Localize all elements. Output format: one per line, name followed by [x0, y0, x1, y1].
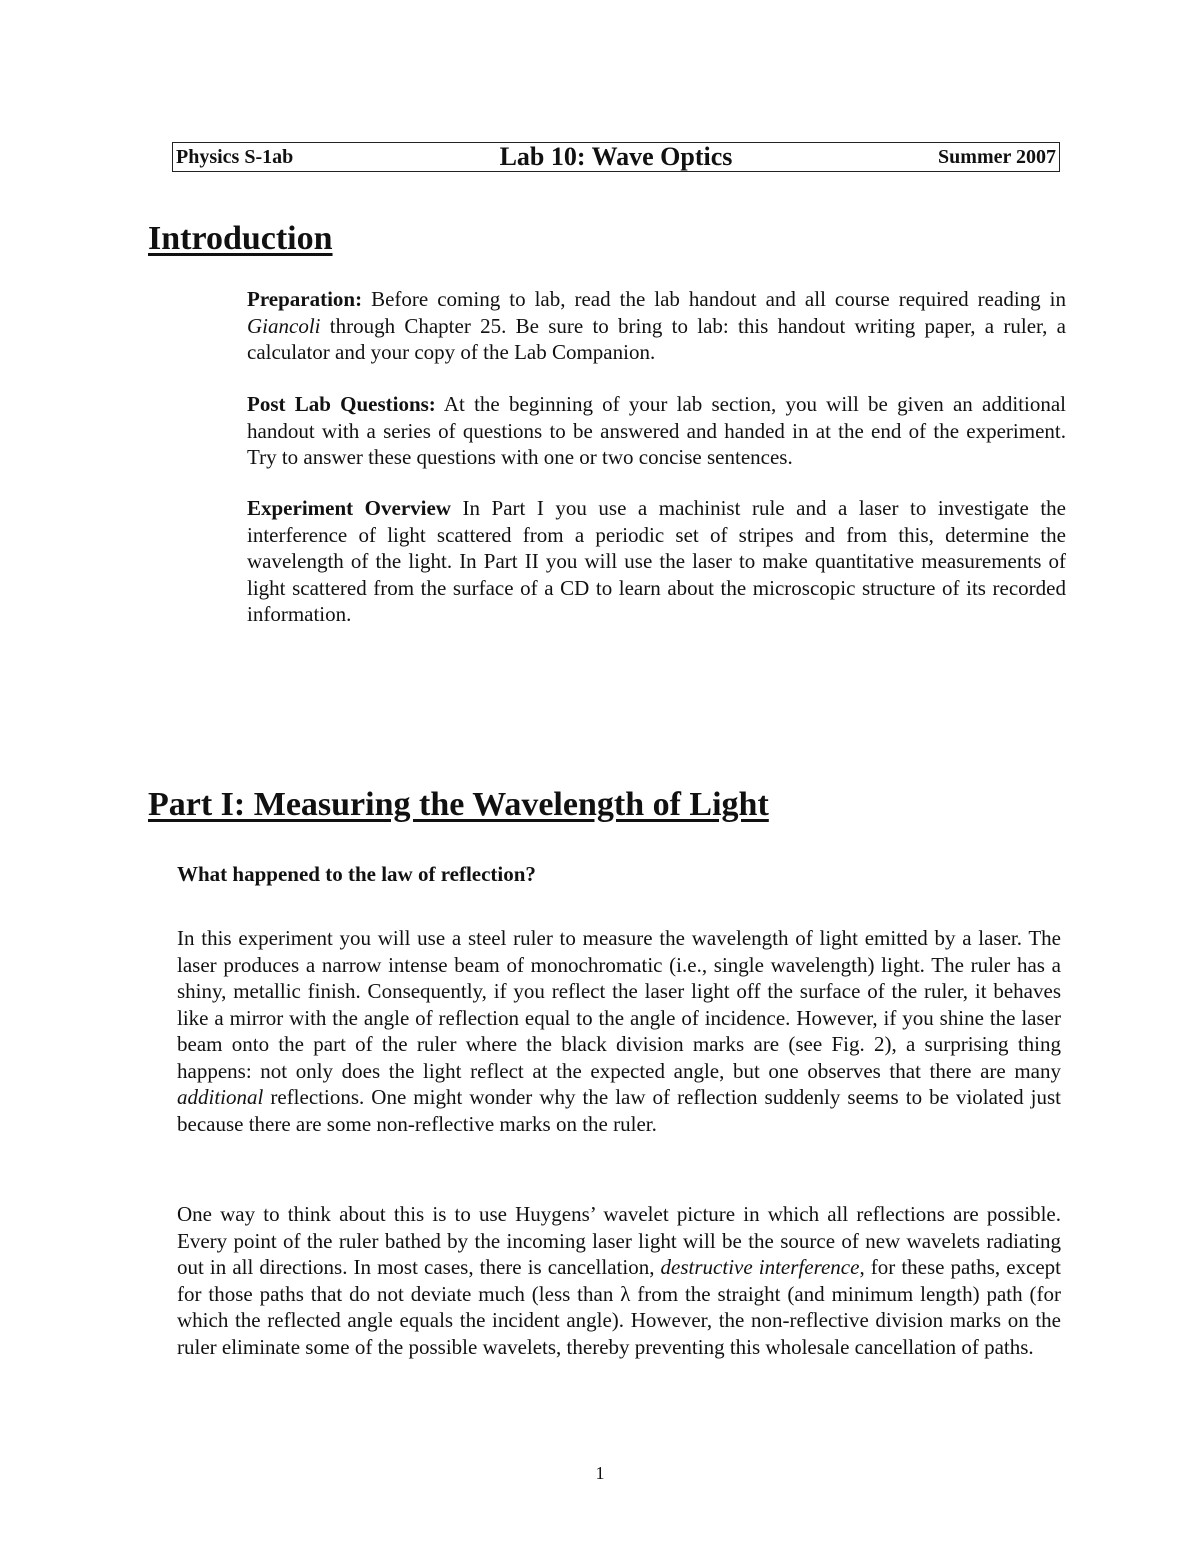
preparation-italic: Giancoli: [247, 313, 321, 338]
preparation-text-2: through Chapter 25. Be sure to bring to lab: this handout writing paper, a ruler, a calculator and your copy of the Lab Companion.: [247, 313, 1066, 364]
part1-subheading: What happened to the law of reflection?: [177, 862, 536, 886]
overview-text: In Part I you use a machinist rule and a laser to investigate the interference of light scattered from a periodic set of stripes and from this, determine the wavelength of the light. In Part II you will use the laser to make quantitative measurements of light scattered from the surface of a CD to learn about the microscopic structure of its recorded information.: [247, 496, 1066, 626]
post-lab-text: At the beginning of your lab section, you will be given an additional handout with a series of questions to be answered and handed in at the end of the experiment. Try to answer these questions with one or two concise sentences.: [247, 392, 1067, 469]
part1-p1-italic: additional: [177, 1085, 264, 1109]
part1-p2-italic: destructive interference: [660, 1255, 860, 1279]
part1-paragraph-1: [177, 925, 1061, 1137]
preparation-text-1: Before coming to lab, read the lab handout and all course required reading in: [362, 287, 1066, 311]
part1-heading: Part I: Measuring the Wavelength of Light: [148, 786, 769, 823]
part1-p1-text-1: In this experiment you will use a steel ruler to measure the wavelength of light emitted by a laser. The laser produces a narrow intense beam of monochromatic (i.e., single wavelength) light. The ruler has a shiny, metallic finish. Consequently, if you reflect the laser light off the surface of the ruler, it behaves like a mirror with the angle of reflection equal to the angle of incidence. However, if you shine the laser beam onto the part of the ruler where the black division marks are (see Fig. 2), a surprising thing happens: not only does the light reflect at the expected angle, but one observes that there are many: [177, 926, 1061, 1083]
preparation-label: Preparation:: [247, 287, 363, 311]
preparation-paragraph: [247, 286, 1066, 366]
post-lab-label: Post Lab Questions:: [247, 392, 436, 416]
introduction-heading: Introduction: [148, 220, 333, 257]
part1-paragraph-2: [177, 1201, 1061, 1360]
overview-label: Experiment Overview: [247, 496, 451, 520]
lab-title: Lab 10: Wave Optics: [499, 142, 733, 171]
part1-p2-text-1: One way to think about this is to use Huygens’ wavelet picture in which all reflections are possible. Every point of the ruler bathed by the incoming laser light will be the source of new wavelets radiating out in all directions. In most cases, there is cancellation,: [177, 1202, 1061, 1279]
course-name: Physics S-1ab: [176, 145, 294, 168]
overview-paragraph: [247, 495, 1066, 628]
page-number: 1: [595, 1463, 605, 1483]
part1-p1-text-2: reflections. One might wonder why the law of reflection suddenly seems to be violated just because there are some non-reflective marks on the ruler.: [177, 1085, 1061, 1136]
post-lab-paragraph: [247, 391, 1066, 471]
header-box: [172, 142, 1060, 172]
part1-p2-text-2: , for these paths, except for those paths that do not deviate much (less than λ from the straight (and minimum length) path (for which the reflected angle equals the incident angle). However, the non-reflective division marks on the ruler eliminate some of the possible wavelets, thereby preventing this wholesale cancellation of paths.: [177, 1255, 1062, 1359]
term: Summer 2007: [938, 145, 1056, 168]
